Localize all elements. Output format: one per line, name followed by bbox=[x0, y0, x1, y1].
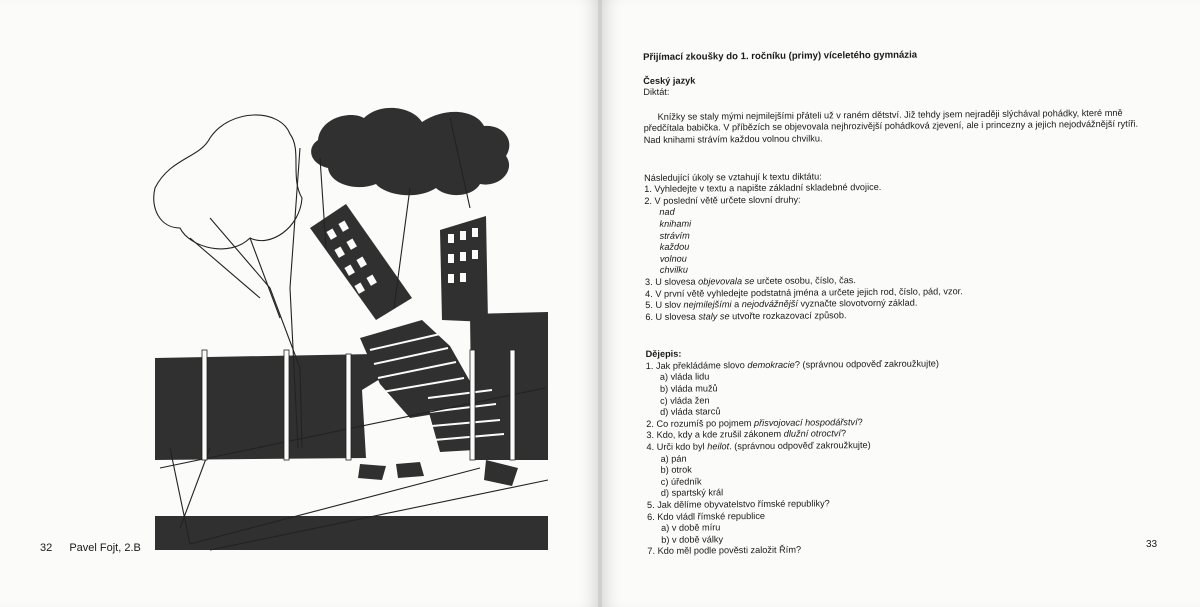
word-item: každou bbox=[659, 241, 690, 252]
page-number-right: 33 bbox=[1146, 539, 1158, 550]
answer-option: c) úředník bbox=[660, 476, 702, 487]
czech-title: Český jazyk bbox=[643, 75, 696, 86]
answer-option: a) vláda lidu bbox=[659, 371, 710, 383]
exam-heading: Přijímací zkoušky do 1. ročníku (primy) víceletého gymnázia bbox=[643, 49, 918, 63]
page-number-left: 32 bbox=[40, 542, 53, 554]
ink-drawing-buildings-trees bbox=[150, 88, 552, 554]
answer-option: b) v době války bbox=[661, 534, 724, 545]
dictation-text: Knížky se staly mými nejmilejšími přáteli už v raném dětství. Již tehdy jsem nejraději slýchával pohádky, které mně předčítala babička. V příbězích se objevovala nejhrozivější pohádková zjevení, ale i princezny a jejich nejodvážnější rytíři. Nad knihami strávím každou volnou chvilku. bbox=[643, 107, 1139, 145]
czech-subtitle: Diktát: bbox=[643, 86, 670, 98]
answer-option: d) spartský král bbox=[660, 487, 724, 499]
answer-option: b) otrok bbox=[660, 464, 692, 476]
task-1: 1. Vyhledejte v textu a napište základní skladebné dvojice. bbox=[644, 182, 882, 195]
task-2: 2. V poslední větě určete slovní druhy: bbox=[644, 194, 801, 206]
task-5: 5. U slov nejmilejšími a nejodvážnější vyznačte slovotvorný základ. bbox=[645, 297, 918, 311]
answer-option: d) vláda starců bbox=[660, 406, 721, 418]
left-page-footer bbox=[40, 542, 141, 554]
history-q1: 1. Jak překládáme slovo demokracie? (správnou odpověď zakroužkujte) bbox=[645, 358, 939, 371]
history-q4: 4. Urči kdo byl heilot. (správnou odpověď zakroužkujte) bbox=[646, 440, 871, 453]
history-q7: 7. Kdo měl podle pověsti založit Řím? bbox=[647, 545, 802, 557]
history-title: Dějepis: bbox=[645, 348, 682, 360]
history-q6: 6. Kdo vládl římské republice bbox=[647, 510, 766, 522]
task-3: 3. U slovesa objevovala se určete osobu, číslo, čas. bbox=[644, 275, 856, 287]
word-item: chvilku bbox=[659, 264, 689, 276]
word-item: knihami bbox=[659, 218, 692, 229]
exam-text bbox=[643, 47, 1167, 557]
task-4: 4. V první větě vyhledejte podstatná jména a určete jejich rod, číslo, pád, vzor. bbox=[645, 285, 963, 299]
word-item: strávím bbox=[659, 230, 690, 241]
answer-option: a) v době míru bbox=[661, 522, 721, 534]
word-item: volnou bbox=[659, 253, 687, 264]
task-6: 6. U slovesa staly se utvořte rozkazovací způsob. bbox=[645, 309, 847, 322]
author-caption: Pavel Fojt, 2.B bbox=[69, 542, 141, 554]
history-q5: 5. Jak dělíme obyvatelstvo římské republiky? bbox=[646, 498, 830, 510]
history-q3: 3. Kdo, kdy a kde zrušil zákonem dlužní otroctví? bbox=[646, 428, 847, 441]
tasks-intro: Následující úkoly se vztahují k textu diktátu: bbox=[644, 171, 822, 183]
answer-option: a) pán bbox=[660, 453, 687, 464]
left-page bbox=[0, 0, 598, 607]
history-q2: 2. Co rozumíš po pojmem přisvojovací hospodářství? bbox=[646, 416, 863, 429]
answer-option: c) vláda žen bbox=[659, 395, 710, 406]
answer-option: b) vláda mužů bbox=[659, 383, 718, 394]
word-item: nad bbox=[659, 207, 675, 218]
